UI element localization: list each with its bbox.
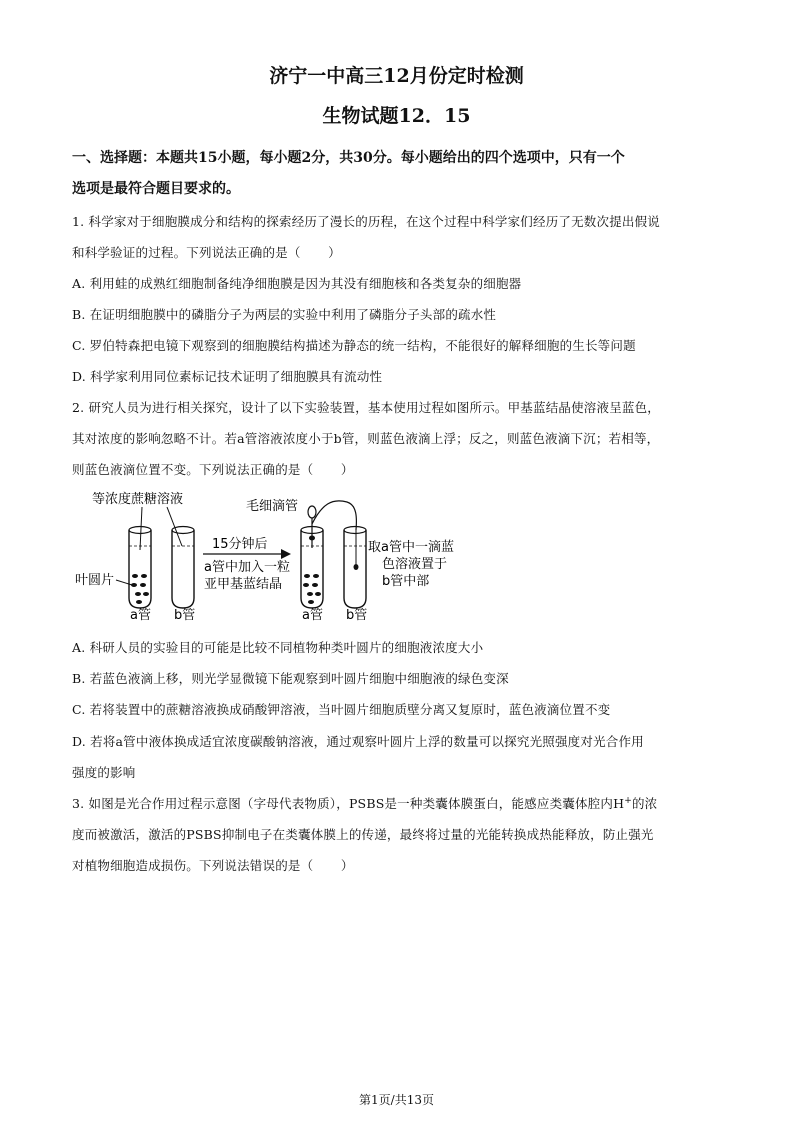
page-subtitle: 生物试题12．15 [322,105,471,127]
label-methylene-blue: 亚甲基蓝结晶 [204,577,283,592]
q2-option-d-line2: 强度的影响 [72,765,136,780]
tube-a-left [129,527,151,609]
section-heading [72,143,722,205]
q1-stem-paren: ） [328,245,341,260]
experiment-figure [72,488,472,626]
q3-stem-paren: ） [340,858,354,873]
q1-option-a: A. 利用蛙的成熟红细胞制备纯净细胞膜是因为其没有细胞核和各类复杂的细胞器 [72,276,522,291]
page-title: 济宁一中高三12月份定时检测 [269,65,524,87]
q2-option-c: C. 若将装置中的蔗糖溶液换成硝酸钾溶液，当叶圆片细胞质壁分离又复原时，蓝色液滴位置不变 [72,702,611,717]
q3-stem-part2: 的浓 [631,796,658,811]
q1-option-d: D. 科学家利用同位素标记技术证明了细胞膜具有流动性 [72,369,383,384]
q1-stem-line1: 1. 科学家对于细胞膜成分和结构的探索经历了漫长的历程，在这个过程中科学家们经历了无数次提出假说 [72,214,661,229]
label-leaf-disc: 叶圆片 [75,573,115,588]
label-15min: 15分钟后 [212,537,268,552]
tube-b-left [172,527,194,609]
label-tube-b-left: b管 [174,608,196,623]
label-add-crystal: a管中加入一粒 [204,560,290,575]
q3-stem-part1: 3. 如图是光合作用过程示意图（字母代表物质），PSBS是一种类囊体膜蛋白，能感应类囊体腔内H [72,796,625,811]
q2-option-d-line1: D. 若将a管中液体换成适宜浓度碳酸钠溶液，通过观察叶圆片上浮的数量可以探究光照强度对光合作用 [72,734,644,749]
label-tube-a-left: a管 [130,608,151,623]
label-tube-a-right: a管 [302,608,323,623]
label-capillary: 毛细滴管 [246,499,299,514]
q1-option-b: B. 在证明细胞膜中的磷脂分子为两层的实验中利用了磷脂分子头部的疏水性 [72,307,497,322]
tube-b-right [344,527,366,609]
q2-stem-line2: 其对浓度的影响忽略不计。若a管溶液浓度小于b管，则蓝色液滴上浮；反之，则蓝色液滴下沉；若相等， [72,431,660,446]
q1-stem-text: 和科学验证的过程。下列说法正确的是（ [72,245,301,260]
q2-stem-paren: ） [340,462,354,477]
q2-option-a: A. 科研人员的实验目的可能是比较不同植物种类叶圆片的细胞液浓度大小 [72,640,484,655]
q2-option-b: B. 若蓝色液滴上移，则光学显微镜下能观察到叶圆片细胞中细胞液的绿色变深 [72,671,509,686]
q3-superscript: + [624,795,632,806]
process-arrow-head [281,549,291,559]
label-take-drop-3: b管中部 [382,574,430,589]
q2-stem-text: 则蓝色液滴位置不变。下列说法正确的是（ [72,462,314,477]
capillary-dropper [308,501,356,548]
q3-stem-line3 [72,856,354,874]
label-take-drop-1: 取a管中一滴蓝 [368,540,454,555]
q3-stem-line1 [72,794,657,812]
q1-stem-line2 [72,243,341,261]
label-take-drop-2: 色溶液置于 [382,557,448,572]
q2-stem-line3 [72,460,354,478]
page-footer: 第1页/共13页 [359,1093,434,1107]
pointer-line-a [140,507,142,550]
q1-option-c: C. 罗伯特森把电镜下观察到的细胞膜结构描述为静态的统一结构，不能很好的解释细胞的生长等问题 [72,338,636,353]
q3-stem-line2: 度而被激活，激活的PSBS抑制电子在类囊体膜上的传递，最终将过量的光能转换成热能释放，防止强光 [72,827,654,842]
tube-a-right [301,527,323,609]
section-heading-line2: 选项是最符合题目要求的。 [72,181,240,197]
q3-stem-text: 对植物细胞造成损伤。下列说法错误的是（ [72,858,314,873]
label-tube-b-right: b管 [346,608,368,623]
section-heading-line1: 一、选择题：本题共15小题，每小题2分，共30分。每小题给出的四个选项中，只有一个 [72,150,625,166]
label-sucrose-solution: 等浓度蔗糖溶液 [92,492,184,507]
q2-stem-line1: 2. 研究人员为进行相关探究，设计了以下实验装置，基本使用过程如图所示。甲基蓝结晶使溶液呈蓝色， [72,400,661,415]
